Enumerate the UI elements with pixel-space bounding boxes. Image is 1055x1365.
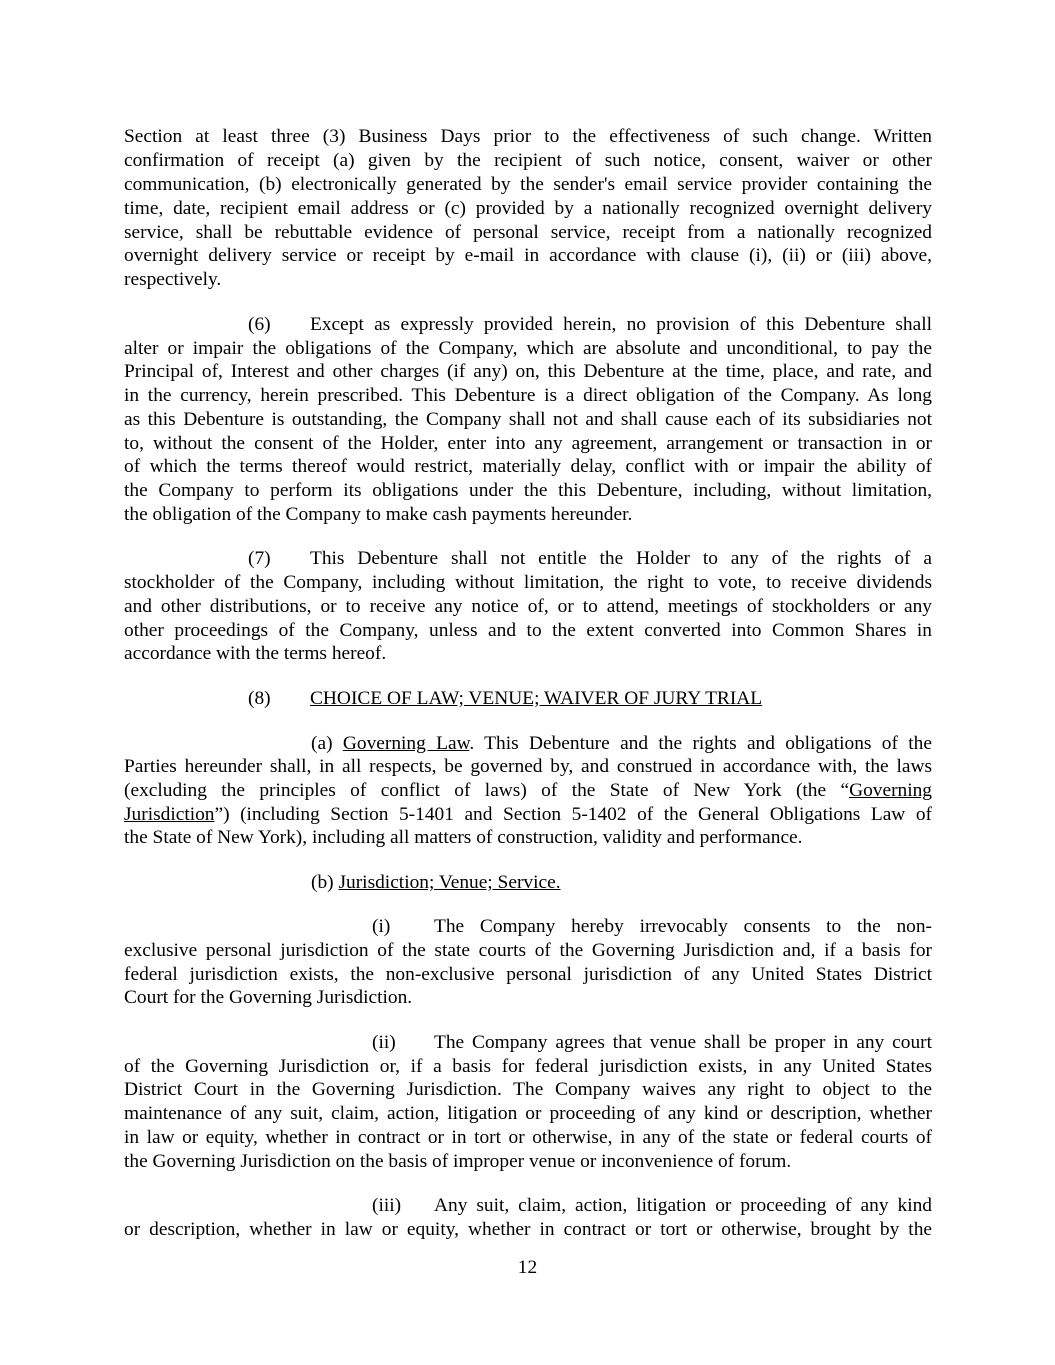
text-line: in the currency, herein prescribed. This Debenture is a direct obligation of the Company. As long — [124, 385, 932, 406]
text-run: (excluding the principles of conflict of laws) of the State of New York (the “ — [124, 780, 850, 801]
text-line: and other distributions, or to receive any notice of, or to attend, meetings of stockholders or any — [124, 596, 932, 617]
subsection-label: (a) — [311, 733, 333, 754]
text-line: in law or equity, whether in contract or in tort or otherwise, in any of the state or federal courts of — [124, 1127, 932, 1148]
text-run: Any suit, claim, action, litigation or proceeding of any kind — [434, 1195, 932, 1216]
text-line: the State of New York), including all matters of construction, validity and performance. — [124, 827, 803, 848]
section-8-heading — [248, 687, 932, 711]
text-line: exclusive personal jurisdiction of the state courts of the Governing Jurisdiction and, if a basis for — [124, 940, 932, 961]
subsection-title: Governing Law — [342, 733, 470, 754]
text-line — [124, 779, 932, 803]
paragraph-6-first-line — [248, 313, 932, 337]
paragraph-number: (6) — [248, 314, 271, 335]
text-line: of the Governing Jurisdiction or, if a basis for federal jurisdiction exists, in any United States — [124, 1056, 932, 1077]
text-line: District Court in the Governing Jurisdiction. The Company waives any right to object to the — [124, 1079, 932, 1100]
text-run: . This Debenture and the rights and obligations of the — [469, 733, 932, 754]
paragraph-number: (8) — [248, 688, 271, 709]
clause-ii-first-line — [372, 1031, 932, 1055]
text-line: confirmation of receipt (a) given by the recipient of such notice, consent, waiver or other — [124, 150, 932, 171]
text-run: The Company hereby irrevocably consents to the non- — [434, 916, 932, 937]
text-line: of which the terms thereof would restrict, materially delay, conflict with or impair the ability of — [124, 456, 932, 477]
text-line: as this Debenture is outstanding, the Company shall not and shall cause each of its subsidiaries not — [124, 409, 932, 430]
text-line: federal jurisdiction exists, the non-exclusive personal jurisdiction of any United States District — [124, 964, 932, 985]
text-line: communication, (b) electronically generated by the sender's email service provider containing the — [124, 174, 932, 195]
text-line: Parties hereunder shall, in all respects, be governed by, and construed in accordance with, the laws — [124, 756, 932, 777]
text-line: time, date, recipient email address or (c) provided by a nationally recognized overnight delivery — [124, 198, 932, 219]
clause-iii-first-line — [372, 1194, 932, 1218]
text-line: overnight delivery service or receipt by e-mail in accordance with clause (i), (ii) or (iii) above, — [124, 245, 932, 266]
text-line: to, without the consent of the Holder, enter into any agreement, arrangement or transaction in or — [124, 433, 932, 454]
text-line: stockholder of the Company, including without limitation, the right to vote, to receive dividends — [124, 572, 932, 593]
defined-term: Governing — [849, 780, 932, 801]
paragraph-number: (7) — [248, 548, 271, 569]
text-run: This Debenture shall not entitle the Holder to any of the rights of a — [310, 548, 932, 569]
clause-number: (i) — [372, 916, 391, 937]
text-line: other proceedings of the Company, unless and to the extent converted into Common Shares in — [124, 620, 932, 641]
text-line: respectively. — [124, 269, 222, 290]
paragraph-7-first-line — [248, 547, 932, 571]
text-run: Except as expressly provided herein, no provision of this Debenture shall — [310, 314, 932, 335]
text-line: the Governing Jurisdiction on the basis of improper venue or inconvenience of forum. — [124, 1151, 792, 1172]
text-line: or description, whether in law or equity, whether in contract or tort or otherwise, brought by the — [124, 1219, 932, 1240]
text-line: accordance with the terms hereof. — [124, 643, 387, 664]
text-run: ”) (including Section 5-1401 and Section 5-1402 of the General Obligations Law of — [214, 804, 932, 825]
text-line: Court for the Governing Jurisdiction. — [124, 987, 413, 1008]
subsection-a-first-line — [311, 732, 932, 756]
subsection-title: Jurisdiction; Venue; Service. — [338, 872, 561, 893]
text-line: alter or impair the obligations of the Company, which are absolute and unconditional, to pay the — [124, 338, 932, 359]
defined-term: Jurisdiction — [124, 804, 215, 825]
text-line: the Company to perform its obligations under the this Debenture, including, without limitation, — [124, 480, 932, 501]
text-line — [124, 803, 932, 827]
clause-number: (ii) — [372, 1032, 396, 1053]
clause-number: (iii) — [372, 1195, 402, 1216]
clause-i-first-line — [372, 915, 932, 939]
text-line: Principal of, Interest and other charges (if any) on, this Debenture at the time, place, and rate, and — [124, 361, 932, 382]
text-line: service, shall be rebuttable evidence of personal service, receipt from a nationally recognized — [124, 222, 932, 243]
text-line: maintenance of any suit, claim, action, litigation or proceeding of any kind or description, whether — [124, 1103, 932, 1124]
section-heading-text: CHOICE OF LAW; VENUE; WAIVER OF JURY TRIAL — [310, 688, 763, 709]
subsection-b-heading — [311, 871, 932, 895]
text-run: The Company agrees that venue shall be proper in any court — [434, 1032, 932, 1053]
subsection-label: (b) — [311, 872, 334, 893]
page-number: 12 — [517, 1257, 538, 1278]
text-line: Section at least three (3) Business Days prior to the effectiveness of such change. Written — [124, 126, 932, 147]
text-line: the obligation of the Company to make cash payments hereunder. — [124, 504, 633, 525]
